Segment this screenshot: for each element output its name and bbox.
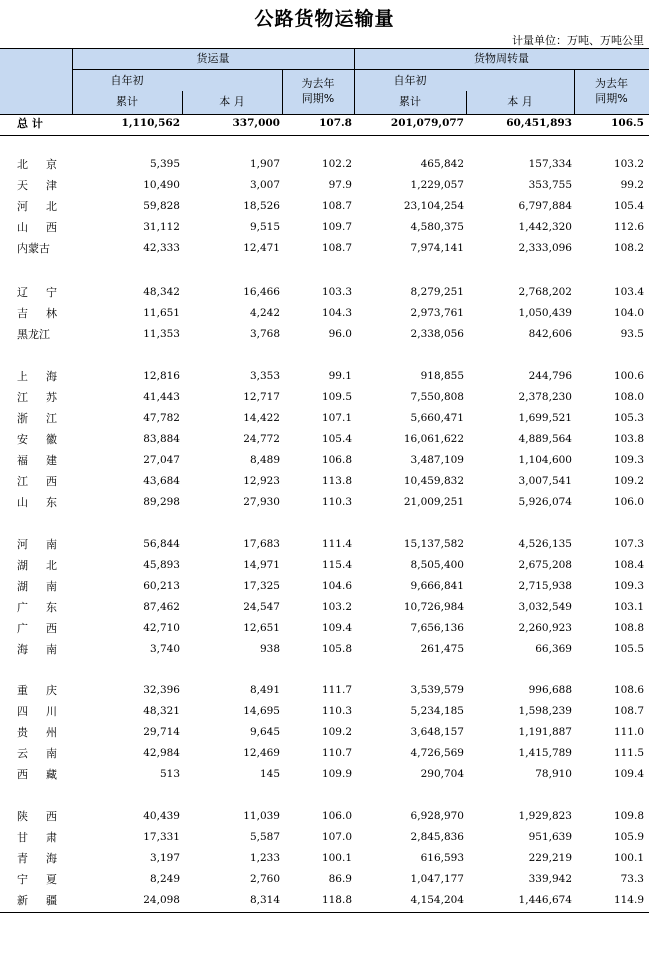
cell-freight-cumulative: 17,331: [143, 831, 180, 843]
cell-freight-month: 3,768: [249, 328, 280, 340]
cell-freight-yoy: 109.4: [321, 622, 352, 634]
header-turnover-month: 本 月: [507, 95, 533, 108]
cell-turnover-yoy: 100.6: [613, 370, 644, 382]
cell-freight-cumulative: 12,816: [143, 370, 180, 382]
cell-turnover-month: 6,797,884: [518, 200, 572, 212]
cell-freight-cumulative: 60,213: [143, 580, 180, 592]
total-label: 总 计: [17, 117, 43, 130]
cell-freight-yoy: 110.3: [321, 496, 352, 508]
cell-freight-yoy: 103.3: [321, 286, 352, 298]
cell-freight-month: 1,233: [249, 852, 280, 864]
header-turnover-yoy-1: 为去年: [595, 77, 628, 90]
table-row: [0, 722, 649, 743]
cell-turnover-cumulative: 2,845,836: [410, 831, 464, 843]
cell-freight-cumulative: 56,844: [143, 538, 180, 550]
cell-freight-month: 14,422: [243, 412, 280, 424]
cell-freight-month: 3,007: [249, 179, 280, 191]
region-name: 江 西: [17, 475, 57, 488]
region-name: 上 海: [17, 370, 57, 383]
region-name: 青 海: [17, 852, 57, 865]
table-row: [0, 848, 649, 869]
cell-turnover-cumulative: 23,104,254: [403, 200, 464, 212]
region-name: 安 徽: [17, 433, 57, 446]
cell-freight-cumulative: 11,353: [143, 328, 180, 340]
table-row: [0, 743, 649, 764]
cell-freight-yoy: 106.0: [321, 810, 352, 822]
cell-turnover-month: 1,929,823: [518, 810, 572, 822]
cell-turnover-cumulative: 4,580,375: [410, 221, 464, 233]
region-name: 黑龙江: [17, 328, 50, 341]
region-name: 北 京: [17, 158, 57, 171]
cell-freight-yoy: 109.9: [321, 768, 352, 780]
cell-turnover-yoy: 104.0: [613, 307, 644, 319]
cell-turnover-yoy: 106.0: [613, 496, 644, 508]
table-row: [0, 450, 649, 471]
cell-turnover-yoy: 111.0: [613, 726, 644, 738]
cell-freight-cumulative: 89,298: [143, 496, 180, 508]
cell-freight-month: 12,717: [243, 391, 280, 403]
cell-freight-cumulative: 83,884: [143, 433, 180, 445]
cell-turnover-cumulative: 3,648,157: [410, 726, 464, 738]
table-row: [0, 217, 649, 238]
cell-freight-cumulative: 24,098: [143, 894, 180, 906]
cell-turnover-cumulative: 4,154,204: [410, 894, 464, 906]
cell-turnover-yoy: 109.3: [613, 580, 644, 592]
cell-turnover-month: 2,715,938: [518, 580, 572, 592]
cell-freight-month: 12,651: [243, 622, 280, 634]
region-name: 山 西: [17, 221, 57, 234]
cell-freight-month: 12,923: [243, 475, 280, 487]
cell-turnover-yoy: 103.1: [613, 601, 644, 613]
cell-turnover-month: 2,768,202: [518, 286, 572, 298]
cell-freight-cumulative: 10,490: [143, 179, 180, 191]
cell-freight-yoy: 107.1: [321, 412, 352, 424]
cell-turnover-cumulative: 15,137,582: [403, 538, 464, 550]
cell-turnover-yoy: 103.4: [613, 286, 644, 298]
cell-turnover-yoy: 100.1: [613, 852, 644, 864]
cell-freight-yoy: 118.8: [321, 894, 352, 906]
cell-freight-cumulative: 3,197: [149, 852, 180, 864]
cell-turnover-yoy: 108.8: [613, 622, 644, 634]
region-name: 四 川: [17, 705, 57, 718]
cell-turnover-yoy: 109.2: [613, 475, 644, 487]
total-freight-cumulative: 1,110,562: [121, 117, 180, 129]
cell-freight-cumulative: 11,651: [143, 307, 180, 319]
header-freight-month: 本 月: [219, 95, 245, 108]
cell-freight-month: 11,039: [243, 810, 280, 822]
unit-label: 计量单位：万吨、万吨公里: [512, 34, 644, 47]
table-row: [0, 324, 649, 345]
cell-freight-yoy: 104.3: [321, 307, 352, 319]
cell-turnover-yoy: 111.5: [613, 747, 644, 759]
cell-freight-yoy: 110.7: [321, 747, 352, 759]
cell-freight-month: 17,683: [243, 538, 280, 550]
header-turnover: 货物周转量: [474, 52, 529, 65]
region-name: 浙 江: [17, 412, 57, 425]
header-freight: 货运量: [196, 52, 230, 65]
table-row: [0, 806, 649, 827]
cell-freight-cumulative: 32,396: [143, 684, 180, 696]
cell-freight-cumulative: 43,684: [143, 475, 180, 487]
cell-freight-yoy: 110.3: [321, 705, 352, 717]
table-row: [0, 639, 649, 660]
cell-freight-yoy: 104.6: [321, 580, 352, 592]
cell-freight-yoy: 107.0: [321, 831, 352, 843]
cell-freight-cumulative: 47,782: [143, 412, 180, 424]
cell-freight-month: 16,466: [243, 286, 280, 298]
cell-turnover-cumulative: 2,973,761: [410, 307, 464, 319]
cell-turnover-cumulative: 5,234,185: [410, 705, 464, 717]
table-row: [0, 175, 649, 196]
cell-freight-month: 17,325: [243, 580, 280, 592]
cell-turnover-cumulative: 9,666,841: [410, 580, 464, 592]
cell-freight-month: 24,547: [243, 601, 280, 613]
cell-turnover-month: 1,050,439: [518, 307, 572, 319]
region-name: 广 东: [17, 601, 57, 614]
cell-freight-cumulative: 59,828: [143, 200, 180, 212]
region-name: 广 西: [17, 622, 57, 635]
cell-freight-cumulative: 8,249: [149, 873, 180, 885]
cell-freight-month: 14,971: [243, 559, 280, 571]
cell-turnover-yoy: 73.3: [620, 873, 644, 885]
cell-turnover-cumulative: 7,550,808: [410, 391, 464, 403]
table-row: [0, 701, 649, 722]
cell-turnover-yoy: 108.6: [613, 684, 644, 696]
total-freight-month: 337,000: [232, 117, 280, 129]
cell-turnover-cumulative: 261,475: [420, 643, 464, 655]
cell-freight-cumulative: 48,321: [143, 705, 180, 717]
cell-freight-month: 4,242: [249, 307, 280, 319]
region-name: 海 南: [17, 643, 57, 656]
header-freight-yoy-1: 为去年: [301, 77, 335, 90]
cell-freight-cumulative: 40,439: [143, 810, 180, 822]
cell-freight-cumulative: 87,462: [143, 601, 180, 613]
cell-turnover-month: 5,926,074: [518, 496, 572, 508]
cell-freight-yoy: 109.5: [321, 391, 352, 403]
cell-turnover-month: 842,606: [528, 328, 572, 340]
cell-freight-month: 9,515: [249, 221, 280, 233]
total-turnover-yoy: 106.5: [611, 117, 644, 129]
header-freight-cumulative: 累计: [116, 95, 138, 108]
cell-turnover-month: 3,007,541: [518, 475, 572, 487]
cell-freight-month: 145: [259, 768, 280, 780]
region-name: 河 北: [17, 200, 57, 213]
cell-turnover-month: 1,104,600: [518, 454, 572, 466]
cell-freight-month: 938: [259, 643, 280, 655]
cell-freight-yoy: 97.9: [328, 179, 352, 191]
header-turnover-ytd: 自年初: [393, 74, 427, 87]
cell-turnover-month: 951,639: [528, 831, 572, 843]
region-name: 云 南: [17, 747, 57, 760]
table-row: [0, 471, 649, 492]
region-name: 山 东: [17, 496, 57, 509]
cell-freight-cumulative: 42,984: [143, 747, 180, 759]
cell-turnover-yoy: 114.9: [613, 894, 644, 906]
cell-turnover-month: 2,675,208: [518, 559, 572, 571]
cell-turnover-cumulative: 7,656,136: [410, 622, 464, 634]
cell-turnover-yoy: 108.7: [613, 705, 644, 717]
cell-turnover-month: 4,889,564: [518, 433, 572, 445]
cell-freight-yoy: 111.7: [321, 684, 352, 696]
table-row: [0, 555, 649, 576]
cell-turnover-yoy: 103.8: [613, 433, 644, 445]
cell-freight-yoy: 102.2: [321, 158, 352, 170]
cell-turnover-month: 1,442,320: [518, 221, 572, 233]
cell-freight-cumulative: 29,714: [143, 726, 180, 738]
cell-turnover-cumulative: 1,229,057: [410, 179, 464, 191]
cell-freight-month: 27,930: [243, 496, 280, 508]
cell-freight-yoy: 105.4: [321, 433, 352, 445]
cell-freight-month: 2,760: [249, 873, 280, 885]
cell-turnover-month: 4,526,135: [518, 538, 572, 550]
table-row: [0, 618, 649, 639]
table-row: [0, 680, 649, 701]
cell-turnover-month: 229,219: [528, 852, 572, 864]
cell-turnover-cumulative: 465,842: [420, 158, 464, 170]
cell-turnover-cumulative: 4,726,569: [410, 747, 464, 759]
cell-turnover-month: 2,333,096: [518, 242, 572, 254]
cell-turnover-yoy: 109.3: [613, 454, 644, 466]
cell-turnover-month: 244,796: [528, 370, 572, 382]
table-row: [0, 303, 649, 324]
cell-freight-yoy: 106.8: [321, 454, 352, 466]
cell-freight-month: 24,772: [243, 433, 280, 445]
cell-freight-cumulative: 45,893: [143, 559, 180, 571]
cell-turnover-cumulative: 21,009,251: [403, 496, 464, 508]
cell-freight-month: 8,314: [249, 894, 280, 906]
table-row: [0, 827, 649, 848]
table-row: [0, 387, 649, 408]
cell-turnover-yoy: 103.2: [613, 158, 644, 170]
cell-turnover-month: 996,688: [528, 684, 572, 696]
table-row: [0, 492, 649, 513]
cell-turnover-cumulative: 918,855: [420, 370, 464, 382]
header-turnover-yoy-2: 同期%: [595, 92, 628, 105]
cell-freight-yoy: 115.4: [321, 559, 352, 571]
cell-freight-cumulative: 3,740: [149, 643, 180, 655]
table-row: [0, 282, 649, 303]
cell-turnover-month: 2,260,923: [518, 622, 572, 634]
cell-turnover-yoy: 105.4: [613, 200, 644, 212]
cell-turnover-cumulative: 616,593: [420, 852, 464, 864]
total-freight-yoy: 107.8: [319, 117, 352, 129]
cell-turnover-yoy: 108.2: [613, 242, 644, 254]
cell-freight-yoy: 108.7: [321, 200, 352, 212]
header-freight-ytd: 自年初: [110, 74, 144, 87]
table-row: [0, 597, 649, 618]
cell-freight-month: 5,587: [249, 831, 280, 843]
page-title: 公路货物运输量: [254, 8, 395, 30]
cell-turnover-month: 1,191,887: [518, 726, 572, 738]
table-header: [0, 48, 649, 115]
cell-turnover-month: 2,378,230: [518, 391, 572, 403]
total-turnover-month: 60,451,893: [506, 117, 572, 129]
cell-turnover-cumulative: 7,974,141: [410, 242, 464, 254]
table-row: [0, 429, 649, 450]
cell-freight-yoy: 100.1: [321, 852, 352, 864]
cell-freight-cumulative: 31,112: [143, 221, 180, 233]
cell-freight-month: 18,526: [243, 200, 280, 212]
region-name: 宁 夏: [17, 873, 57, 886]
cell-turnover-cumulative: 8,505,400: [410, 559, 464, 571]
cell-freight-month: 3,353: [249, 370, 280, 382]
total-row: [0, 113, 649, 136]
cell-turnover-yoy: 108.0: [613, 391, 644, 403]
cell-freight-yoy: 111.4: [321, 538, 352, 550]
cell-turnover-cumulative: 5,660,471: [410, 412, 464, 424]
cell-freight-yoy: 108.7: [321, 242, 352, 254]
cell-turnover-month: 157,334: [528, 158, 572, 170]
region-name: 江 苏: [17, 391, 57, 404]
region-name: 新 疆: [17, 894, 57, 907]
cell-turnover-cumulative: 10,459,832: [403, 475, 464, 487]
cell-freight-month: 14,695: [243, 705, 280, 717]
cell-freight-cumulative: 5,395: [149, 158, 180, 170]
cell-turnover-yoy: 105.3: [613, 412, 644, 424]
cell-freight-cumulative: 48,342: [143, 286, 180, 298]
cell-turnover-cumulative: 1,047,177: [410, 873, 464, 885]
cell-turnover-month: 1,446,674: [518, 894, 572, 906]
cell-freight-month: 12,469: [243, 747, 280, 759]
cell-turnover-cumulative: 10,726,984: [403, 601, 464, 613]
cell-freight-month: 8,489: [249, 454, 280, 466]
cell-freight-yoy: 109.2: [321, 726, 352, 738]
cell-turnover-yoy: 105.9: [613, 831, 644, 843]
cell-freight-month: 9,645: [249, 726, 280, 738]
cell-freight-yoy: 99.1: [328, 370, 352, 382]
region-name: 天 津: [17, 179, 57, 192]
cell-freight-yoy: 103.2: [321, 601, 352, 613]
region-name: 湖 北: [17, 559, 57, 572]
cell-turnover-month: 78,910: [535, 768, 572, 780]
region-name: 陕 西: [17, 810, 57, 823]
cell-turnover-yoy: 108.4: [613, 559, 644, 571]
table-row: [0, 764, 649, 785]
cell-turnover-cumulative: 2,338,056: [410, 328, 464, 340]
table-bottom-border: [0, 912, 649, 913]
region-name: 河 南: [17, 538, 57, 551]
cell-turnover-yoy: 107.3: [613, 538, 644, 550]
table-row: [0, 869, 649, 890]
cell-freight-cumulative: 513: [159, 768, 180, 780]
cell-turnover-yoy: 109.4: [613, 768, 644, 780]
region-name: 贵 州: [17, 726, 57, 739]
cell-turnover-month: 66,369: [535, 643, 572, 655]
cell-turnover-yoy: 93.5: [620, 328, 644, 340]
table-row: [0, 196, 649, 217]
cell-freight-yoy: 105.8: [321, 643, 352, 655]
header-turnover-cumulative: 累计: [399, 95, 421, 108]
cell-freight-cumulative: 27,047: [143, 454, 180, 466]
cell-freight-yoy: 113.8: [321, 475, 352, 487]
cell-freight-cumulative: 42,710: [143, 622, 180, 634]
cell-turnover-cumulative: 16,061,622: [403, 433, 464, 445]
cell-turnover-month: 339,942: [528, 873, 572, 885]
region-name: 湖 南: [17, 580, 57, 593]
table-row: [0, 890, 649, 911]
cell-turnover-cumulative: 6,928,970: [410, 810, 464, 822]
table-row: [0, 238, 649, 259]
cell-turnover-cumulative: 8,279,251: [410, 286, 464, 298]
table-row: [0, 366, 649, 387]
region-name: 重 庆: [17, 684, 57, 697]
region-name: 福 建: [17, 454, 57, 467]
cell-freight-yoy: 109.7: [321, 221, 352, 233]
cell-turnover-month: 1,699,521: [518, 412, 572, 424]
region-name: 辽 宁: [17, 286, 57, 299]
total-turnover-cumulative: 201,079,077: [390, 117, 464, 129]
header-freight-yoy-2: 同期%: [301, 92, 335, 105]
table-row: [0, 154, 649, 175]
cell-freight-yoy: 86.9: [328, 873, 352, 885]
cell-turnover-yoy: 112.6: [613, 221, 644, 233]
cell-turnover-month: 1,598,239: [518, 705, 572, 717]
cell-turnover-yoy: 105.5: [613, 643, 644, 655]
region-name: 甘 肃: [17, 831, 57, 844]
cell-turnover-month: 3,032,549: [518, 601, 572, 613]
cell-turnover-month: 1,415,789: [518, 747, 572, 759]
table-row: [0, 534, 649, 555]
region-name: 吉 林: [17, 307, 57, 320]
table-row: [0, 576, 649, 597]
cell-freight-cumulative: 41,443: [143, 391, 180, 403]
cell-freight-cumulative: 42,333: [143, 242, 180, 254]
cell-turnover-cumulative: 3,487,109: [410, 454, 464, 466]
region-name: 内蒙古: [17, 242, 50, 255]
cell-turnover-yoy: 99.2: [620, 179, 644, 191]
cell-turnover-yoy: 109.8: [613, 810, 644, 822]
cell-freight-yoy: 96.0: [328, 328, 352, 340]
cell-turnover-cumulative: 3,539,579: [410, 684, 464, 696]
cell-freight-month: 1,907: [249, 158, 280, 170]
cell-freight-month: 12,471: [243, 242, 280, 254]
region-name: 西 藏: [17, 768, 57, 781]
cell-freight-month: 8,491: [249, 684, 280, 696]
table-row: [0, 408, 649, 429]
cell-turnover-month: 353,755: [528, 179, 572, 191]
cell-turnover-cumulative: 290,704: [420, 768, 464, 780]
